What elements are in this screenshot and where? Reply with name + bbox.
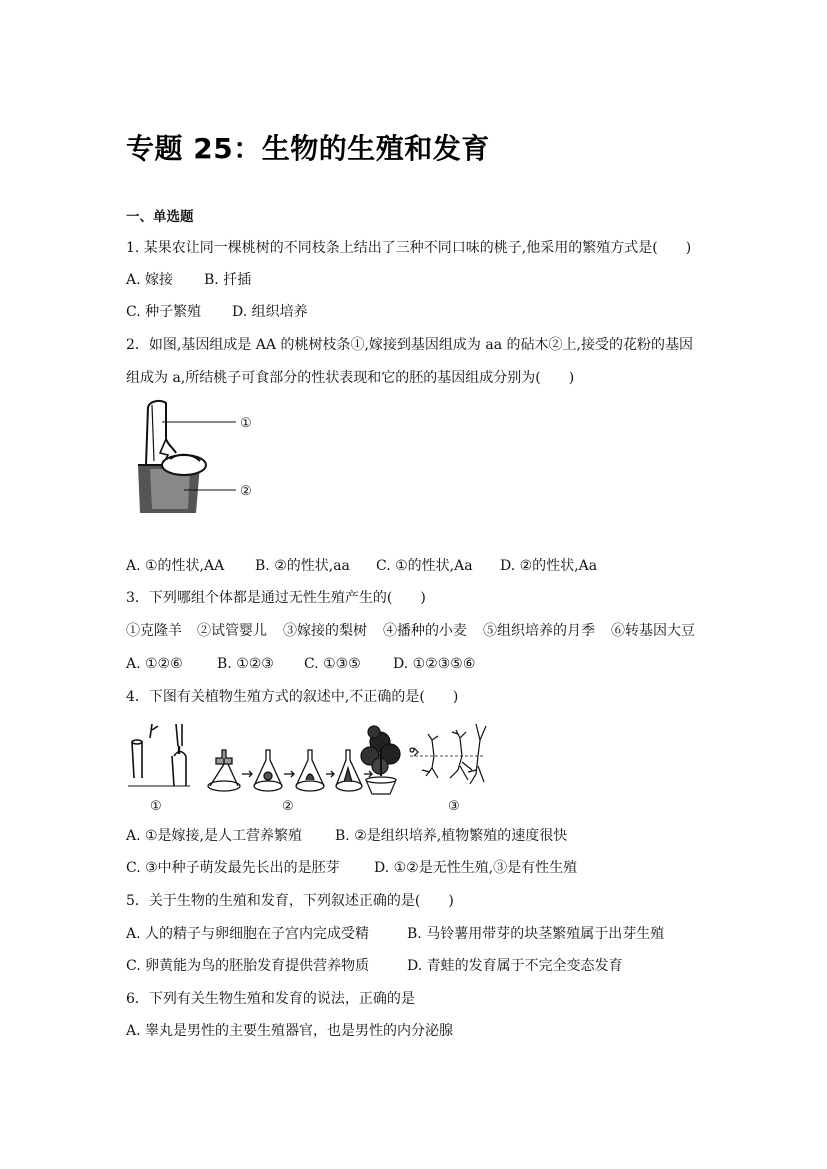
q3-option-c: C. ①③⑤ <box>304 656 361 672</box>
q2-option-c: C. ①的性状,Aa <box>376 558 473 574</box>
q4-option-b: B. ②是组织培养,植物繁殖的速度很快 <box>335 828 568 844</box>
q4-options-row1 <box>126 826 567 846</box>
q3-item-4: ④播种的小麦 <box>383 623 467 639</box>
q3-option-a: A. ①②⑥ <box>126 656 183 672</box>
q4-options-row2 <box>126 858 577 878</box>
q1-options-row1 <box>126 270 251 290</box>
q1-option-a: A. 嫁接 <box>126 272 174 288</box>
section-heading: 一、单选题 <box>126 209 194 225</box>
q3-item-2: ②试管婴儿 <box>197 623 267 639</box>
q1-option-b: B. 扦插 <box>204 272 252 288</box>
q5-stem: 5．关于生物的生殖和发育，下列叙述正确的是( ) <box>126 893 454 909</box>
q4-option-c: C. ③中种子萌发最先长出的是胚芽 <box>126 860 340 876</box>
q1-option-d: D. 组织培养 <box>232 304 308 320</box>
q2-option-a: A. ①的性状,AA <box>126 558 225 574</box>
figure-label-1: ① <box>240 416 252 431</box>
q2-options-row <box>126 556 597 576</box>
q5-option-b: B. 马铃薯用带芽的块茎繁殖属于出芽生殖 <box>407 926 665 942</box>
q3-item-3: ③嫁接的梨树 <box>283 623 367 639</box>
panel2-tissue-culture-drawing <box>208 750 372 791</box>
q6-option-a: A. 睾丸是男性的主要生殖器官，也是男性的内分泌腺 <box>126 1023 454 1039</box>
q3-option-b: B. ①②③ <box>217 656 274 672</box>
q5-option-c: C. 卵黄能为鸟的胚胎发育提供营养物质 <box>126 958 370 974</box>
q6-stem: 6．下列有关生物生殖和发育的说法，正确的是 <box>126 991 415 1007</box>
q1-options-row2 <box>126 302 308 322</box>
q3-item-6: ⑥转基因大豆 <box>611 623 695 639</box>
q4-figure-label-3: ③ <box>448 799 460 814</box>
scion-branch-drawing <box>146 401 176 465</box>
q4-figure-label-2: ② <box>282 799 294 814</box>
q2-stem-line1: 2．如图,基因组成是 AA 的桃树枝条①,嫁接到基因组成为 aa 的砧木②上,接受的花粉的基因 <box>126 337 693 353</box>
q3-item-5: ⑤组织培养的月季 <box>483 623 595 639</box>
page-title: 专题 25：生物的生殖和发育 <box>126 132 490 165</box>
potted-plant-drawing <box>361 726 400 794</box>
rootstock-drawing <box>138 455 206 513</box>
panel1-grafting-drawing <box>128 724 190 786</box>
panel3-seed-germination-drawing <box>410 724 486 784</box>
q2-option-d: D. ②的性状,Aa <box>500 558 598 574</box>
q4-option-d: D. ①②是无性生殖,③是有性生殖 <box>374 860 578 876</box>
q4-propagation-figure <box>128 720 498 818</box>
q5-options-row2 <box>126 956 623 976</box>
q3-stem: 3．下列哪组个体都是通过无性生殖产生的( ) <box>126 590 426 606</box>
q2-stem-line2: 组成为 a,所结桃子可食部分的性状表现和它的胚的基因组成分别为( ) <box>126 370 575 386</box>
q5-option-d: D. 青蛙的发育属于不完全变态发育 <box>407 958 623 974</box>
q3-option-d: D. ①②③⑤⑥ <box>393 656 476 672</box>
q3-items-row <box>126 621 695 641</box>
q1-option-c: C. 种子繁殖 <box>126 304 202 320</box>
q2-grafting-figure <box>130 395 270 517</box>
q4-figure-label-1: ① <box>150 799 162 814</box>
q1-stem: 1. 某果农让同一棵桃树的不同枝条上结出了三种不同口味的桃子,他采用的繁殖方式是( ) <box>126 240 692 256</box>
q5-options-row1 <box>126 924 664 944</box>
q3-options-row <box>126 654 475 674</box>
q3-item-1: ①克隆羊 <box>126 623 182 639</box>
q4-stem: 4．下图有关植物生殖方式的叙述中,不正确的是( ) <box>126 689 459 705</box>
q2-option-b: B. ②的性状,aa <box>255 558 350 574</box>
figure-label-2: ② <box>240 484 252 499</box>
q5-option-a: A. 人的精子与卵细胞在子宫内完成受精 <box>126 926 370 942</box>
q4-option-a: A. ①是嫁接,是人工营养繁殖 <box>126 828 303 844</box>
